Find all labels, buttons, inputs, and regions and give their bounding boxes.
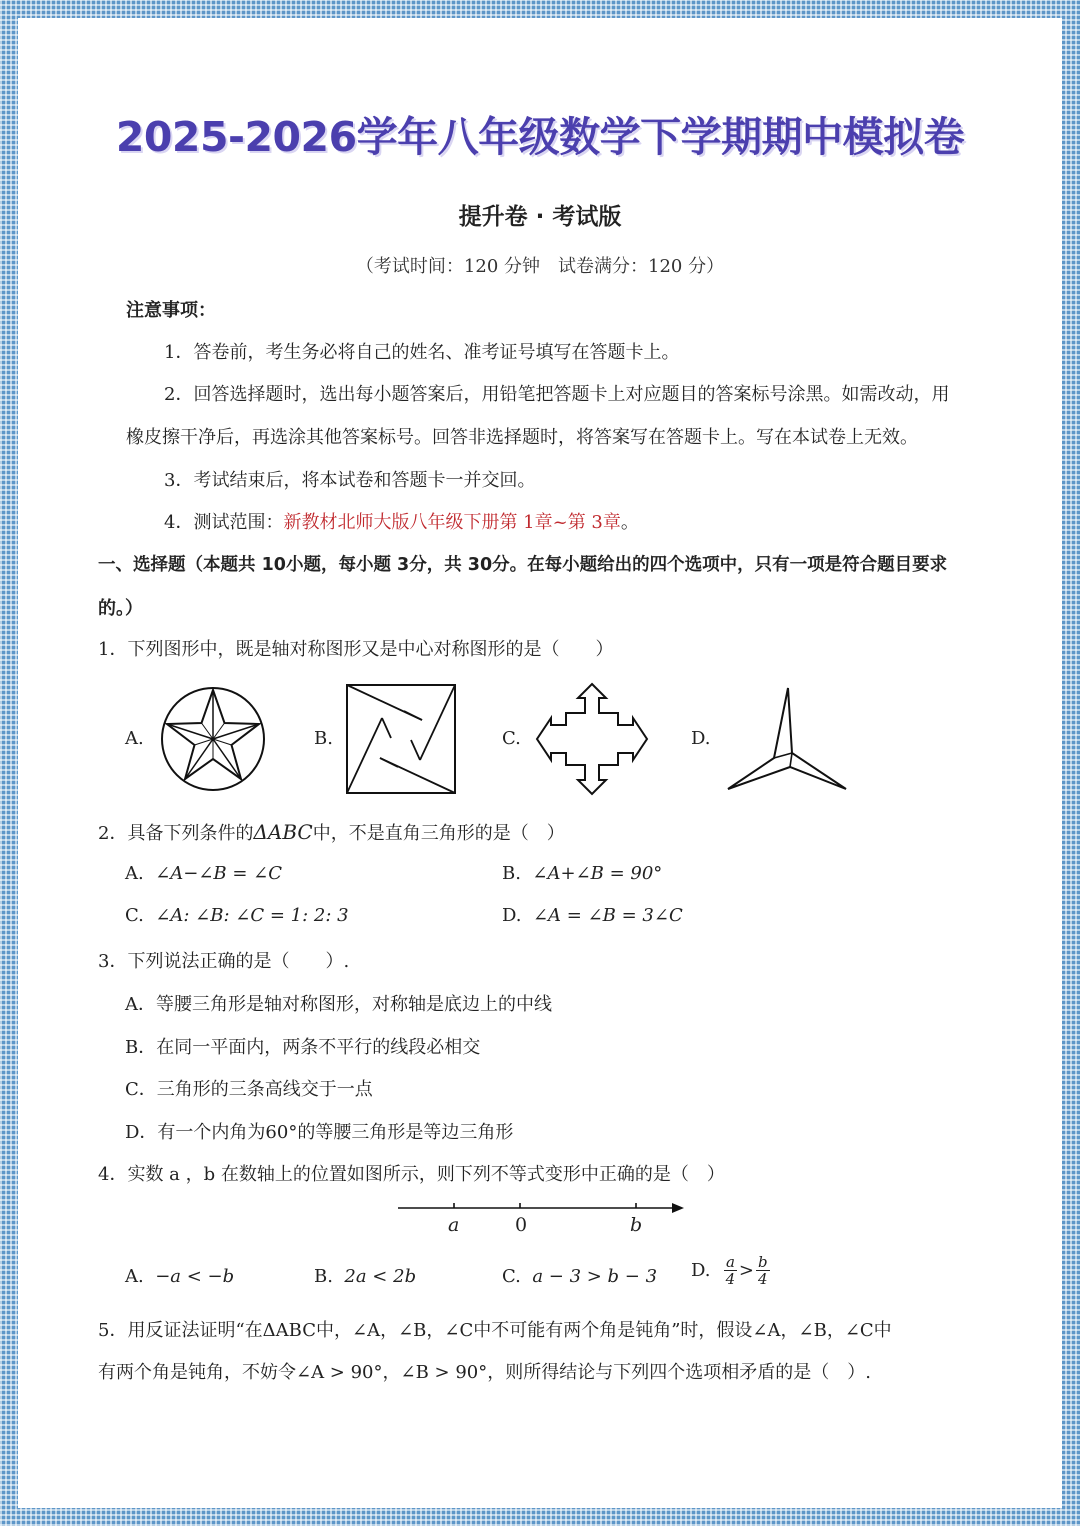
q1-option-a-label: A. [125,728,144,749]
q4-d-num-1: a [725,1253,735,1271]
q2-option-d [502,905,683,926]
q4-axis-label-zero: 0 [515,1214,528,1236]
q4-option-b-text: 2a < 2b [344,1266,417,1287]
q2-triangle: ΔABC [253,820,313,844]
notice-item-2-line-1: 2．回答选择题时，选出每小题答案后，用铅笔把答题卡上对应题目的答案标号涂黑。如需改动，用 [164,384,950,405]
q4-option-a [125,1266,234,1287]
q2-option-a [125,863,282,884]
q2-option-b-text: ∠A+∠B = 90° [532,863,663,884]
q4-option-b [314,1266,416,1287]
q2-option-c [125,905,349,926]
q3-option-c: C．三角形的三条高线交于一点 [125,1079,373,1100]
notice-item-3: 3．考试结束后，将本试卷和答题卡一并交回。 [164,470,536,491]
test-scope: 新教材北师大版八年级下册第 1章~第 3章 [283,512,621,533]
exam-info: （考试时间：120 分钟 试卷满分：120 分） [355,256,725,277]
q4-stem: 4．实数 a ，b 在数轴上的位置如图所示，则下列不等式变形中正确的是（ ） [98,1164,725,1185]
q2-stem [98,819,565,845]
q5-line-1: 5．用反证法证明“在ΔABC中，∠A，∠B，∠C中不可能有两个角是钝角”时，假设∠A，∠B，∠C中 [98,1320,892,1341]
q1-figure-c-arrow-cross [534,681,650,797]
q4-axis-label-b: b [630,1214,643,1236]
q2-option-a-text: ∠A−∠B = ∠C [155,863,283,884]
q2-option-c-text: ∠A: ∠B: ∠C = 1: 2: 3 [155,905,349,926]
q4-option-c-text: a − 3 > b − 3 [532,1266,658,1287]
q2-stem-suffix: 中，不是直角三角形的是（ ） [312,823,565,844]
q5-line-2: 有两个角是钝角，不妨令∠A > 90°，∠B > 90°，则所得结论与下列四个选项相矛盾的是（ ）. [98,1362,871,1383]
q2-option-b-label: B. [502,863,521,884]
q4-option-d-label: D. [691,1260,711,1281]
q1-option-b-label: B. [314,728,333,749]
q3-option-a: A．等腰三角形是轴对称图形，对称轴是底边上的中线 [125,994,552,1015]
q4-option-d [691,1254,772,1287]
notice-item-4-suffix: 。 [620,512,639,533]
q3-stem: 3．下列说法正确的是（ ）. [98,951,350,972]
q2-stem-prefix: 2．具备下列条件的 [98,823,254,844]
notice-heading: 注意事项： [126,300,216,321]
q3-option-d: D．有一个内角为60°的等腰三角形是等边三角形 [125,1122,514,1143]
q4-option-a-text: −a < −b [155,1266,235,1287]
page-title: 2025-2026学年八年级数学下学期期中模拟卷 [115,113,965,161]
q4-option-d-fraction-right [756,1254,770,1287]
exam-page [18,18,1062,1508]
notice-item-4 [164,508,639,534]
q1-figure-a-star-circle [158,684,268,794]
q2-option-a-label: A. [125,863,144,884]
q1-option-d-label: D. [691,728,711,749]
q4-option-c [502,1266,657,1287]
page-subtitle: 提升卷 · 考试版 [458,204,622,230]
q2-option-d-label: D. [502,905,522,926]
notice-item-1: 1．答卷前，考生务必将自己的姓名、准考证号填写在答题卡上。 [164,342,680,363]
q2-option-b [502,863,662,884]
q4-number-line [396,1198,686,1238]
notice-item-2-line-2: 橡皮擦干净后，再选涂其他答案标号。回答非选择题时，将答案写在答题卡上。写在本试卷上无效。 [126,427,918,448]
q2-option-d-text: ∠A = ∠B = 3∠C [532,905,683,926]
q1-figure-d-three-point-shape [724,683,852,795]
q4-option-b-label: B. [314,1266,333,1287]
q4-d-num-2: b [758,1253,768,1271]
q2-option-c-label: C. [125,905,144,926]
q4-d-den-2: 4 [758,1270,768,1288]
section-1-heading-line-2: 的。） [98,598,143,619]
q3-option-b: B．在同一平面内，两条不平行的线段必相交 [125,1037,481,1058]
q4-option-c-label: C. [502,1266,521,1287]
q4-option-d-fraction-left [724,1254,737,1287]
section-1-heading-line-1: 一、选择题（本题共 10小题，每小题 3分，共 30分。在每小题给出的四个选项中，只有一项是符合题目要求 [98,555,948,575]
q1-figure-b-pinwheel-square [344,682,458,796]
q4-d-operator: > [738,1260,755,1281]
q1-option-c-label: C. [502,728,521,749]
q4-axis-label-a: a [448,1214,460,1236]
q1-stem: 1．下列图形中，既是轴对称图形又是中心对称图形的是（ ） [98,639,614,660]
q4-d-den-1: 4 [725,1270,736,1288]
q4-option-a-label: A. [125,1266,144,1287]
notice-item-4-prefix: 4．测试范围： [164,512,284,533]
